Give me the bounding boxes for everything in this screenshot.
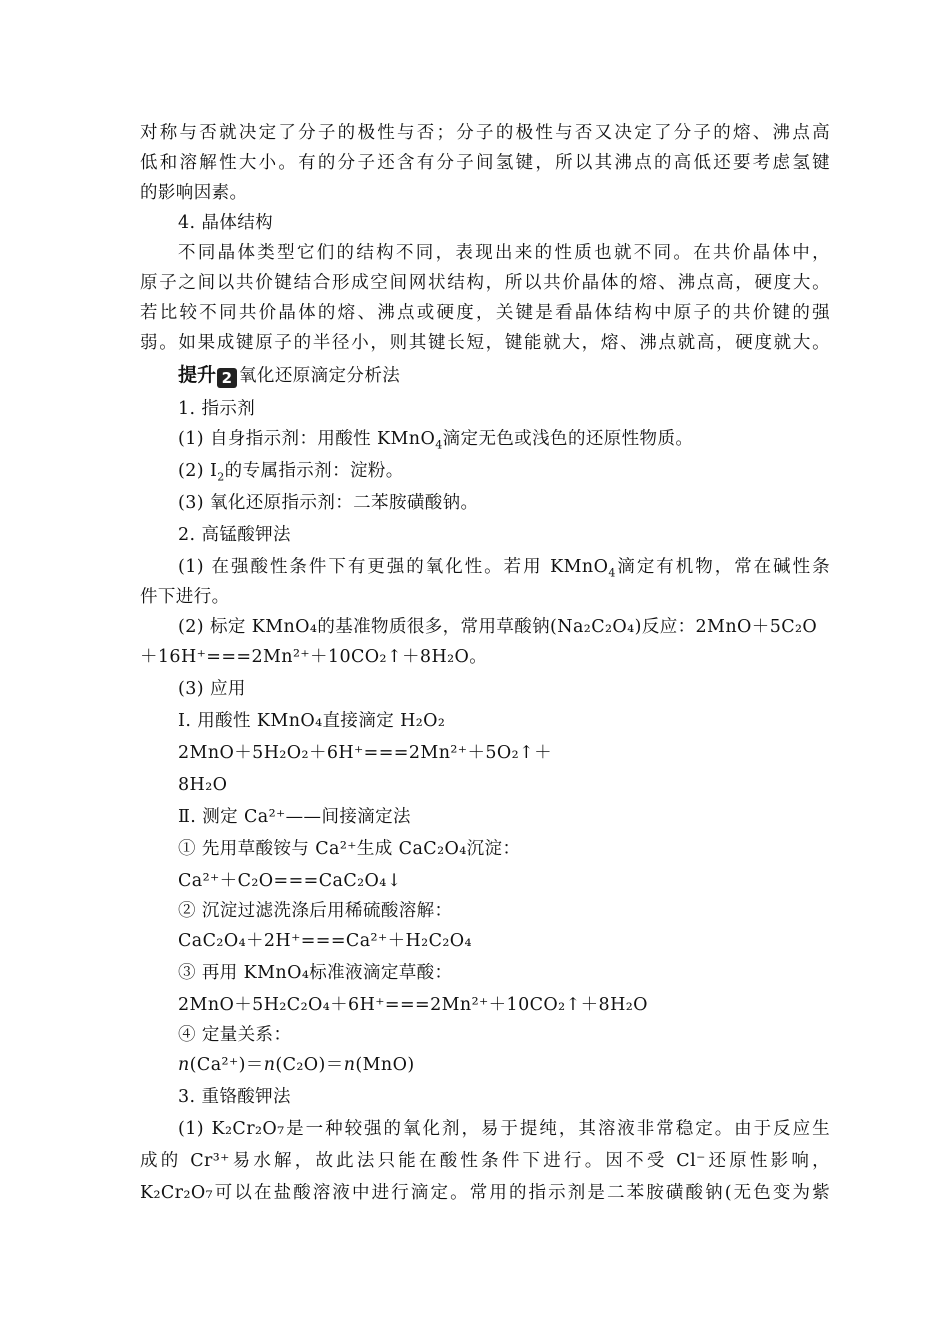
tisheng-title: 氧化还原滴定分析法: [239, 366, 401, 386]
list-item: ③ 再用 KMnO₄标准液滴定草酸：: [178, 963, 453, 983]
para-line: K₂Cr₂O₇可以在盐酸溶液中进行滴定。常用的指示剂是二苯胺磺酸钠(无色变为紫: [140, 1183, 830, 1203]
para-line: 对称与否就决定了分子的极性与否；分子的极性与否又决定了分子的熔、沸点高: [140, 123, 830, 143]
equation-line: Ca²⁺＋C₂O===CaC₂O₄↓: [178, 871, 402, 891]
para-line: Ⅱ. 测定 Ca²⁺——间接滴定法: [178, 807, 411, 827]
list-item: (1) 自身指示剂：用酸性 KMnO$_4$滴定无色或浅色的还原性物质。: [178, 429, 694, 452]
para-line: 若比较不同共价晶体的熔、沸点或硬度，关键是看晶体结构中原子的共价键的强: [140, 303, 830, 323]
list-item: ① 先用草酸铵与 Ca²⁺生成 CaC₂O₄沉淀：: [178, 839, 521, 859]
equation-line: ＋16H⁺===2Mn²⁺＋10CO₂↑＋8H₂O。: [140, 647, 488, 667]
para-line: (3) 应用: [178, 679, 246, 699]
tisheng-number-badge: 2: [217, 368, 237, 388]
section-heading: 2. 高锰酸钾法: [178, 525, 291, 545]
tisheng-heading: [178, 360, 868, 391]
list-item: ④ 定量关系：: [178, 1025, 292, 1045]
list-item: (3) 氧化还原指示剂：二苯胺磺酸钠。: [178, 493, 479, 513]
para-line: 原子之间以共价键结合形成空间网状结构，所以共价晶体的熔、沸点高，硬度大。: [140, 273, 830, 293]
para-line: (1) K₂Cr₂O₇是一种较强的氧化剂，易于提纯，其溶液非常稳定。由于反应生: [178, 1119, 830, 1139]
para-line: (2) 标定 KMnO₄的基准物质很多，常用草酸钠(Na₂C₂O₄)反应：2MnO＋5C₂O: [178, 617, 818, 637]
para-line: 成的 Cr³⁺易水解，故此法只能在酸性条件下进行。因不受 Cl⁻还原性影响，: [140, 1151, 830, 1171]
list-item: ② 沉淀过滤洗涤后用稀硫酸溶解：: [178, 901, 453, 921]
para-line: 件下进行。: [140, 587, 230, 607]
list-item: (2) $I_2$的专属指示剂：淀粉。: [178, 461, 404, 484]
equation-line: CaC₂O₄＋2H⁺===Ca²⁺＋H₂C₂O₄: [178, 931, 472, 951]
section-heading: 4. 晶体结构: [178, 213, 274, 233]
para-line: 弱。如果成键原子的半径小，则其键长短，键能就大，熔、沸点就高，硬度就大。: [140, 333, 830, 353]
para-line: Ⅰ. 用酸性 KMnO₄直接滴定 H₂O₂: [178, 711, 446, 731]
para-line: (1) 在强酸性条件下有更强的氧化性。若用 KMnO$_4$滴定有机物，常在碱性条: [178, 557, 830, 580]
equation-line: 8H₂O: [178, 775, 228, 795]
section-heading: 1. 指示剂: [178, 399, 256, 419]
equation-line: 2MnO＋5H₂O₂＋6H⁺===2Mn²⁺＋5O₂↑＋: [178, 743, 552, 763]
para-line: 的影响因素。: [140, 183, 248, 203]
tisheng-label: 提升: [178, 364, 217, 386]
para-line: 不同晶体类型它们的结构不同，表现出来的性质也就不同。在共价晶体中，: [178, 243, 830, 263]
para-line: 低和溶解性大小。有的分子还含有分子间氢键，所以其沸点的高低还要考虑氢键: [140, 153, 830, 173]
section-heading: 3. 重铬酸钾法: [178, 1087, 291, 1107]
equation-line: n(Ca²⁺)＝n(C₂O)＝n(MnO): [178, 1055, 415, 1075]
equation-line: 2MnO＋5H₂C₂O₄＋6H⁺===2Mn²⁺＋10CO₂↑＋8H₂O: [178, 995, 648, 1015]
